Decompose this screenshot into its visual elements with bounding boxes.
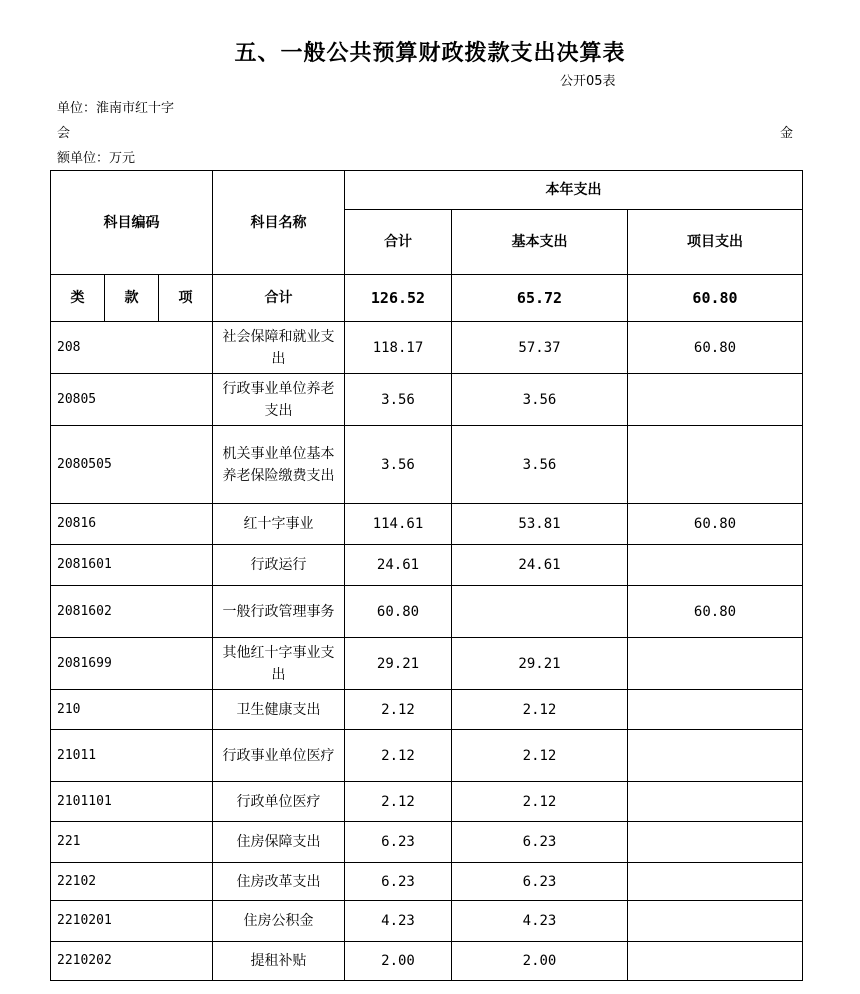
expenditure-table (50, 170, 803, 981)
row-project (628, 901, 803, 942)
table-row (51, 545, 803, 586)
row-project (628, 426, 803, 504)
total-row-basic: 65.72 (452, 275, 628, 322)
header-basic: 基本支出 (452, 210, 628, 275)
table-row (51, 863, 803, 901)
row-project (628, 730, 803, 782)
row-total: 2.12 (345, 690, 452, 730)
row-name: 提租补贴 (213, 942, 345, 981)
table-row (51, 730, 803, 782)
row-code: 2081602 (51, 586, 213, 638)
row-basic: 2.00 (452, 942, 628, 981)
row-project (628, 863, 803, 901)
row-total: 60.80 (345, 586, 452, 638)
header-xiang: 项 (159, 275, 213, 322)
row-basic: 2.12 (452, 690, 628, 730)
amount-unit-label: 额单位：万元 (57, 151, 136, 166)
row-project (628, 374, 803, 426)
row-total: 3.56 (345, 374, 452, 426)
table-row (51, 822, 803, 863)
row-total: 3.56 (345, 426, 452, 504)
row-name: 红十字事业 (213, 504, 345, 545)
row-total: 114.61 (345, 504, 452, 545)
unit-label: 单位：淮南市红十字 (57, 101, 175, 116)
row-code: 20805 (51, 374, 213, 426)
row-code: 221 (51, 822, 213, 863)
row-name: 行政事业单位医疗 (213, 730, 345, 782)
unit-label-continued: 会 (57, 126, 71, 141)
row-project (628, 690, 803, 730)
row-name: 行政运行 (213, 545, 345, 586)
row-code: 21011 (51, 730, 213, 782)
table-row (51, 426, 803, 504)
row-project: 60.80 (628, 504, 803, 545)
total-row-total: 126.52 (345, 275, 452, 322)
row-total: 118.17 (345, 322, 452, 374)
row-code: 2081601 (51, 545, 213, 586)
table-row (51, 322, 803, 374)
row-name: 卫生健康支出 (213, 690, 345, 730)
row-project (628, 942, 803, 981)
header-kuan: 款 (105, 275, 159, 322)
row-project (628, 638, 803, 690)
row-name: 住房公积金 (213, 901, 345, 942)
row-project (628, 545, 803, 586)
amount-label-start: 金 (780, 126, 794, 141)
table-row (51, 374, 803, 426)
row-project (628, 782, 803, 822)
row-basic: 53.81 (452, 504, 628, 545)
row-name: 住房保障支出 (213, 822, 345, 863)
row-total: 2.12 (345, 730, 452, 782)
row-total: 6.23 (345, 822, 452, 863)
table-row (51, 690, 803, 730)
row-basic: 3.56 (452, 374, 628, 426)
row-name: 住房改革支出 (213, 863, 345, 901)
total-row-label: 合计 (213, 275, 345, 322)
row-code: 20816 (51, 504, 213, 545)
form-number: 公开05表 (560, 74, 616, 89)
row-basic: 4.23 (452, 901, 628, 942)
row-basic: 6.23 (452, 863, 628, 901)
row-basic: 57.37 (452, 322, 628, 374)
row-name: 其他红十字事业支出 (213, 638, 345, 690)
row-name: 一般行政管理事务 (213, 586, 345, 638)
row-name: 社会保障和就业支出 (213, 322, 345, 374)
row-project (628, 822, 803, 863)
row-total: 29.21 (345, 638, 452, 690)
row-code: 2080505 (51, 426, 213, 504)
header-name: 科目名称 (213, 171, 345, 275)
page-title: 五、一般公共预算财政拨款支出决算表 (234, 41, 626, 66)
row-basic: 2.12 (452, 730, 628, 782)
header-project: 项目支出 (628, 210, 803, 275)
total-row-project: 60.80 (628, 275, 803, 322)
row-code: 2081699 (51, 638, 213, 690)
table-row (51, 638, 803, 690)
header-current-year: 本年支出 (345, 171, 803, 210)
row-basic: 24.61 (452, 545, 628, 586)
row-total: 6.23 (345, 863, 452, 901)
row-project: 60.80 (628, 586, 803, 638)
row-project: 60.80 (628, 322, 803, 374)
table-row (51, 782, 803, 822)
header-code: 科目编码 (51, 171, 213, 275)
table-row (51, 504, 803, 545)
row-basic (452, 586, 628, 638)
header-total: 合计 (345, 210, 452, 275)
row-total: 2.00 (345, 942, 452, 981)
table-row (51, 901, 803, 942)
row-code: 2210201 (51, 901, 213, 942)
row-basic: 6.23 (452, 822, 628, 863)
row-code: 2210202 (51, 942, 213, 981)
table-row (51, 586, 803, 638)
table-row (51, 942, 803, 981)
row-total: 24.61 (345, 545, 452, 586)
row-total: 4.23 (345, 901, 452, 942)
row-basic: 3.56 (452, 426, 628, 504)
row-code: 210 (51, 690, 213, 730)
row-code: 2101101 (51, 782, 213, 822)
row-basic: 29.21 (452, 638, 628, 690)
row-code: 208 (51, 322, 213, 374)
row-name: 行政单位医疗 (213, 782, 345, 822)
row-total: 2.12 (345, 782, 452, 822)
header-lei: 类 (51, 275, 105, 322)
row-name: 机关事业单位基本养老保险缴费支出 (213, 426, 345, 504)
row-basic: 2.12 (452, 782, 628, 822)
row-name: 行政事业单位养老支出 (213, 374, 345, 426)
row-code: 22102 (51, 863, 213, 901)
